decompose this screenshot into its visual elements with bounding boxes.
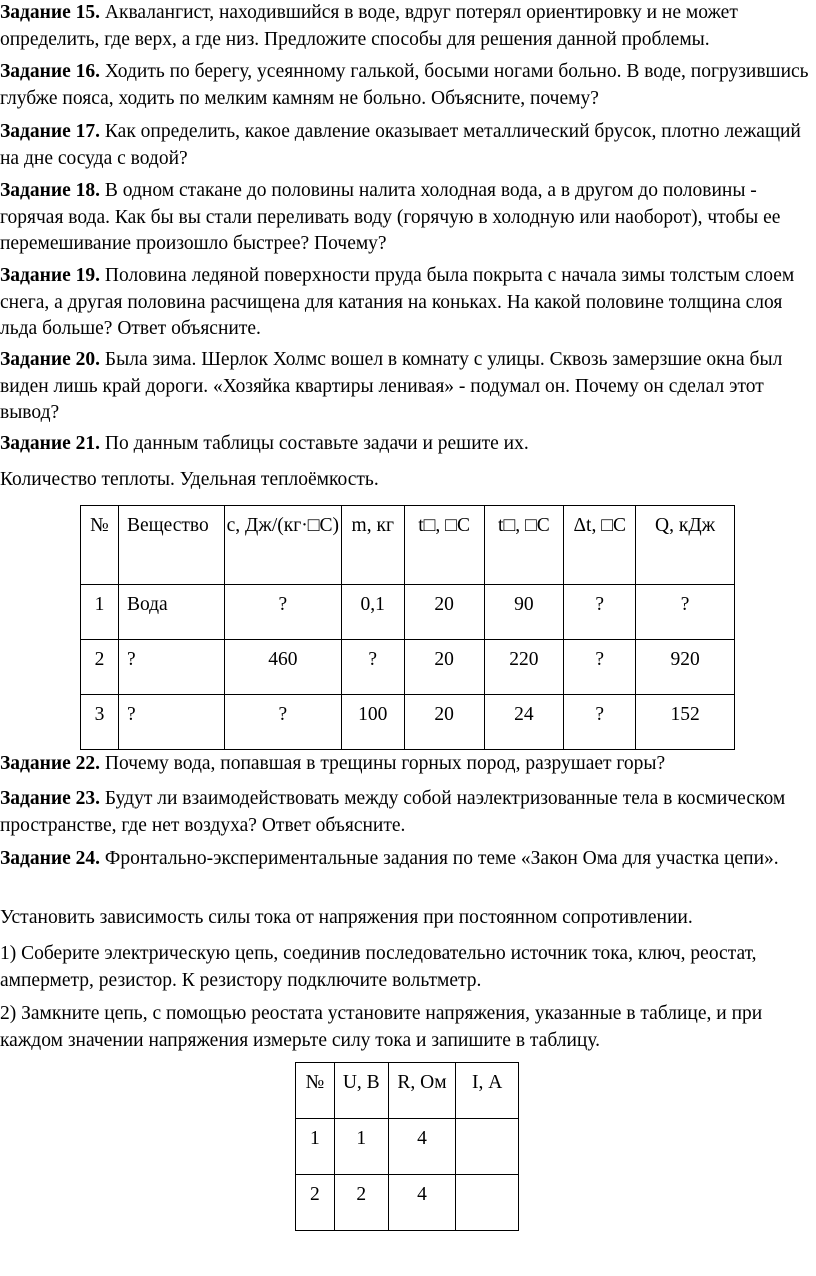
- task-21: [0, 431, 812, 458]
- table-cell: 1: [334, 1119, 388, 1175]
- task-text: По данным таблицы составьте задачи и решите их.: [100, 433, 529, 454]
- header-cell: R, Ом: [388, 1063, 456, 1119]
- paragraph: 1) Соберите электрическую цепь, соединив последовательно источник тока, ключ, реостат, амперметр, резистор. К резистору подключите вольтметр.: [0, 943, 757, 991]
- table-cell: [456, 1119, 519, 1175]
- table-cell: 3: [81, 695, 119, 750]
- task-text: Почему вода, попавшая в трещины горных пород, разрушает горы?: [100, 753, 666, 774]
- task-24: [0, 846, 812, 873]
- paragraph: 2) Замкните цепь, с помощью реостата установите напряжения, указанные в таблице, и при каждом значении напряжения измерьте силу тока и запишите в таблицу.: [0, 1003, 763, 1051]
- table-cell: 152: [636, 695, 735, 750]
- table-cell: 90: [484, 585, 564, 640]
- header-cell: U, В: [334, 1063, 388, 1119]
- ohm-table: [295, 1062, 519, 1231]
- table-cell: 1: [296, 1119, 335, 1175]
- table-header-row: [81, 506, 735, 585]
- header-cell: №: [81, 506, 119, 585]
- task-label: Задание 22.: [0, 753, 101, 774]
- table-cell: 20: [404, 640, 484, 695]
- task-23: [0, 786, 812, 839]
- heat-table: [80, 505, 735, 750]
- task-label: Задание 15.: [0, 2, 101, 23]
- table-cell: 2: [334, 1175, 388, 1231]
- table-cell: Вода: [118, 585, 224, 640]
- header-cell: c, Дж/(кг·□C): [224, 506, 341, 585]
- task-text: Половина ледяной поверхности пруда была покрыта с начала зимы толстым слоем снега, а другая половина расчищена для катания на коньках. На какой половине толщина слоя льда больше? Ответ объясните.: [0, 265, 795, 339]
- table-cell: 0,1: [341, 585, 404, 640]
- task-text: Была зима. Шерлок Холмс вошел в комнату с улицы. Сквозь замерзшие окна был виден лишь край дороги. «Хозяйка квартиры ленивая» - подумал он. Почему он сделал этот вывод?: [0, 349, 783, 423]
- task-label: Задание 20.: [0, 349, 101, 370]
- task-label: Задание 19.: [0, 265, 101, 286]
- table-cell: ?: [564, 585, 636, 640]
- header-cell: t□, □C: [404, 506, 484, 585]
- table-cell: [456, 1175, 519, 1231]
- task-19: [0, 263, 812, 343]
- table-cell: 20: [404, 585, 484, 640]
- task-label: Задание 16.: [0, 61, 101, 82]
- table1-caption: Количество теплоты. Удельная теплоёмкость.: [0, 469, 379, 490]
- table-cell: 2: [296, 1175, 335, 1231]
- header-cell: m, кг: [341, 506, 404, 585]
- table-cell: 220: [484, 640, 564, 695]
- task-text: Ходить по берегу, усеянному галькой, босыми ногами больно. В воде, погрузившись глубже пояса, ходить по мелким камням не больно. Объясните, почему?: [0, 61, 809, 109]
- task-text: Будут ли взаимодействовать между собой наэлектризованные тела в космическом пространстве, где нет воздуха? Ответ объясните.: [0, 788, 786, 836]
- table-cell: ?: [224, 585, 341, 640]
- task-label: Задание 23.: [0, 788, 101, 809]
- table-cell: ?: [224, 695, 341, 750]
- header-cell: Q, кДж: [636, 506, 735, 585]
- table-cell: ?: [341, 640, 404, 695]
- task-text: Аквалангист, находившийся в воде, вдруг потерял ориентировку и не может определить, где верх, а где низ. Предложите способы для решения данной проблемы.: [0, 2, 738, 50]
- header-cell: I, А: [456, 1063, 519, 1119]
- table-cell: ?: [118, 695, 224, 750]
- task-text: В одном стакане до половины налита холодная вода, а в другом до половины - горячая вода. Как бы вы стали переливать воду (горячую в холодную или наоборот), чтобы ее перемешивание произошло быстрее? Почему?: [0, 180, 781, 254]
- table-cell: ?: [118, 640, 224, 695]
- task-label: Задание 24.: [0, 848, 101, 869]
- task-17: [0, 119, 812, 172]
- header-cell: №: [296, 1063, 335, 1119]
- table-header-row: [296, 1063, 519, 1119]
- header-cell: Вещество: [118, 506, 224, 585]
- task-18: [0, 178, 812, 258]
- header-cell: t□, □C: [484, 506, 564, 585]
- task-label: Задание 21.: [0, 433, 101, 454]
- task-15: [0, 0, 812, 53]
- table-cell: ?: [564, 695, 636, 750]
- task-20: [0, 347, 812, 427]
- task-label: Задание 18.: [0, 180, 101, 201]
- task-text: Как определить, какое давление оказывает металлический брусок, плотно лежащий на дне сосуда с водой?: [0, 121, 801, 169]
- table-cell: 920: [636, 640, 735, 695]
- table-cell: 24: [484, 695, 564, 750]
- table-cell: 1: [81, 585, 119, 640]
- table-cell: 4: [388, 1119, 456, 1175]
- task-text: Фронтально-экспериментальные задания по теме «Закон Ома для участка цепи».: [100, 848, 779, 869]
- table-cell: 460: [224, 640, 341, 695]
- table-row: [81, 695, 735, 750]
- table-cell: 2: [81, 640, 119, 695]
- paragraph: Установить зависимость силы тока от напряжения при постоянном сопротивлении.: [0, 907, 693, 928]
- table-cell: 100: [341, 695, 404, 750]
- header-cell: Δt, □C: [564, 506, 636, 585]
- table-row: [81, 585, 735, 640]
- task-16: [0, 59, 812, 112]
- table-cell: ?: [564, 640, 636, 695]
- table-row: [296, 1175, 519, 1231]
- table-cell: 20: [404, 695, 484, 750]
- table-cell: 4: [388, 1175, 456, 1231]
- table-row: [296, 1119, 519, 1175]
- task-label: Задание 17.: [0, 121, 101, 142]
- table-row: [81, 640, 735, 695]
- task-22: [0, 751, 812, 778]
- table-cell: ?: [636, 585, 735, 640]
